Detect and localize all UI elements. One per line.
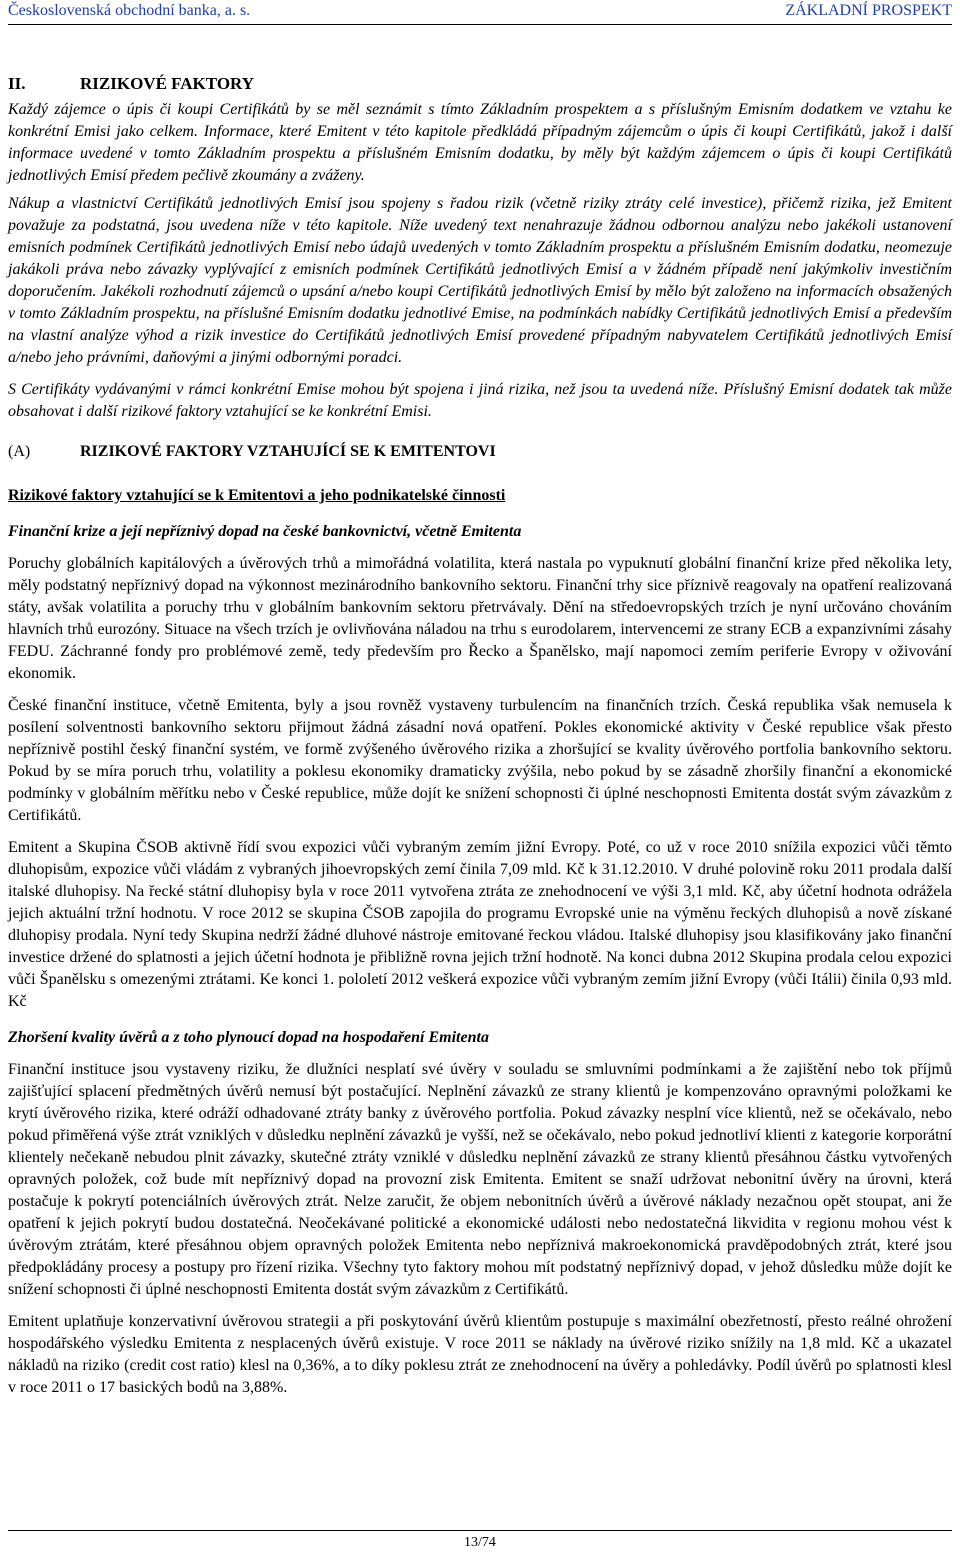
intro-paragraph-2: Nákup a vlastnictví Certifikátů jednotlivých Emisí jsou spojeny s řadou rizik (včetně riziky ztráty celé investice), přičemž rizika, jež Emitent považuje za podstatná, jsou uvedena níže v této kapitole. Níže uvedený text nenahrazuje žádnou odbornou analýzu nebo jakékoli ustanovení emisních podmínek Certifikátů jednotlivých Emisí nebo údajů uvedených v tomto Základním prospektu a příslušném Emisním dodatku, neomezuje jakákoli práva nebo závazky vyplývající z emisních podmínek Certifikátů jednotlivých Emisí a v žádném případě není jakýmkoliv investičním doporučením. Jakékoli rozhodnutí zájemců o upsání a/nebo koupi Certifikátů jednotlivých Emisí by mělo být založeno na informacích obsažených v tomto Základním prospektu, na příslušné Emisním dodatku jednotlivé Emise, na podmínkách nabídky Certifikátů jednotlivých Emisí a především na vlastní analýze výhod a rizik investice do Certifikátů jednotlivých Emisí provedené případným nabyvatelem Certifikátů jednotlivých Emisí a/nebo jeho právními, daňovými a jinými odbornými poradci. (8, 195, 952, 366)
section-heading (8, 73, 952, 95)
page-header (8, 0, 952, 25)
subsection-heading (8, 441, 952, 463)
intro-paragraph-1: Každý zájemce o úpis či koupi Certifikátů by se měl seznámit s tímto Základním prospektem a s příslušným Emisním dodatkem ve vztahu ke konkrétní Emisi jako celkem. Informace, které Emitent v této kapitole předkládá případným zájemcům o úpis či koupi Certifikátů, jakož i další informace uvedené v tomto Základním prospektu a příslušném Emisním dodatku, by měly být každým zájemcem o úpis či koupi Certifikátů jednotlivých Emisí předem pečlivě zkoumány a zváženy. (8, 101, 952, 184)
heading-financial-crisis: Finanční krize a její nepříznivý dopad na české bankovnictví, včetně Emitenta (8, 523, 522, 540)
paragraph-crisis-3: Emitent a Skupina ČSOB aktivně řídí svou expozici vůči vybraným zemím jižní Evropy. Poté, co už v roce 2010 snížila expozici vůči těmto dluhopisům, expozice vůči vládám z vybraných jihoevropských zemí činila 7,09 mld. Kč k 31.12.2010. V druhé polovině roku 2011 prodala další italské dluhopisy. Na řecké státní dluhopisy byla v roce 2011 vytvořena ztráta ze znehodnocení ve výši 3,1 mld. Kč, aby účetní hodnota odrážela jejich aktuální tržní hodnotu. V roce 2012 se skupina ČSOB zapojila do programu Evropské unie na výměnu řeckých dluhopisů a nově získané dluhopisy prodala. Nyní tedy Skupina nedrží žádné dluhové nástroje emitované řeckou vládou. Italské dluhopisy jsou klasifikovány jako finanční investice držené do splatnosti a jejich účetní hodnota je přibližně rovna jejich tržní hodnotě. Na konci dubna 2012 Skupina prodala celou expozici vůči Španělsku s omezenými ztrátami. Ke konci 1. pololetí 2012 veškerá expozice vůči vybraným zemím jižní Evropy (vůči Itálii) činila 0,93 mld. Kč (8, 839, 952, 1010)
underlined-heading: Rizikové faktory vztahující se k Emitentovi a jeho podnikatelské činnosti (8, 487, 506, 504)
intro-paragraph-3: S Certifikáty vydávanými v rámci konkrétní Emise mohou být spojena i jiná rizika, než jsou ta uvedená níže. Příslušný Emisní dodatek tak může obsahovat i další rizikové faktory vztahující se ke konkrétní Emisi. (8, 381, 952, 420)
page-content (8, 73, 952, 1399)
page-footer (8, 1530, 952, 1551)
paragraph-crisis-1: Poruchy globálních kapitálových a úvěrových trhů a mimořádná volatilita, která nastala po vypuknutí globální finanční krize před několika lety, měly podstatný nepříznivý dopad na výkonnost mezinárodního bankovního sektoru. Finanční trhy sice příznivě reagovaly na opatření realizovaná státy, avšak volatilita a poruchy trhu v globálním bankovním sektoru přetrvávaly. Dění na středoevropských trzích je nyní určováno chováním hlavních trhů eurozóny. Situace na všech trzích je ovlivňována náladou na trhu s eurodolarem, intervencemi ze strany ECB a expanzivními zásahy FEDU. Záchranné fondy pro problémové země, tedy především pro Řecko a Španělsko, mají napomoci zemím periferie Evropy v oživování ekonomik. (8, 555, 952, 682)
paragraph-credit-1: Finanční instituce jsou vystaveny riziku, že dlužníci nesplatí své úvěry v souladu se smluvními podmínkami a že zajištění nebo tok příjmů zajišťující splacení předmětných úvěrů nemusí být postačující. Neplnění závazků ze strany klientů je kompenzováno opravnými položkami ke krytí úvěrového rizika, které odráží odhadované ztráty banky z úvěrového portfolia. Pokud závazky nesplní více klientů, než se očekávalo, nebo pokud přiměřená výše ztrát vzniklých v důsledku neplnění závazků je vyšší, než se očekávalo, nebo pokud jednotliví klienti z kategorie korporátní klientely nečekaně nebudou plnit závazky, skutečné ztráty vzniklé v důsledku neplnění závazků ze strany klientů přesáhnou částku vytvořených opravných položek, což bude mít nepříznivý dopad na provozní zisk Emitenta. Emitent se snaží udržovat nebonitní úvěry na úrovni, která postačuje k pokrytí potenciálních úvěrových ztrát. Nelze zaručit, že objem nebonitních úvěrů a úvěrové náklady nezačnou opět stoupat, ani že opatření k jejich pokrytí budou dostatečná. Neočekávané politické a ekonomické události nebo nedostatečná likvidita v regionu mohou vést k úvěrovým ztrátám, které přesáhnou objem opravných položek Emitenta nebo nepříznivá makroekonomická pravděpodobných ztrát, které jsou předpokládány procesy a postupy pro řízení rizika. Všechny tyto faktory mohou mít podstatný nepříznivý dopad, v jehož důsledku může dojít ke snížení schopnosti či úplné neschopnosti Emitenta dostát svým závazkům z Certifikátů. (8, 1061, 952, 1298)
paragraph-credit-2: Emitent uplatňuje konzervativní úvěrovou strategii a při poskytování úvěrů klientům postupuje s maximální obezřetností, přesto reálné ohrožení hospodářského výsledku Emitenta z nesplacených úvěrů existuje. V roce 2011 se náklady na úvěrové riziko snížily na 1,8 mld. Kč a ukazatel nákladů na riziko (credit cost ratio) klesl na 0,36%, a to díky poklesu ztrát ze znehodnocení na úvěry a pohledávky. Podíl úvěrů po splatnosti klesl v roce 2011 o 17 basických bodů na 3,88%. (8, 1313, 952, 1396)
page-number: 13/74 (464, 1535, 496, 1550)
heading-credit-quality: Zhoršení kvality úvěrů a z toho plynoucí dopad na hospodaření Emitenta (8, 1029, 489, 1046)
paragraph-crisis-2: České finanční instituce, včetně Emitenta, byly a jsou rovněž vystaveny turbulencím na finančních trzích. Česká republika však nemusela k posílení solventnosti bankovního sektoru přijmout žádná zásadní nová opatření. Pokles ekonomické aktivity v České republice však přesto nepříznivě postihl český finanční systém, ve formě zvýšeného úvěrového rizika a zhoršující se kvality úvěrového portfolia bankovního sektoru. Pokud by se míra poruch trhu, volatility a poklesu ekonomiky dramaticky zvýšila, nebo pokud by se zásadně zhoršily finanční a ekonomické podmínky v globálním měřítku nebo v České republice, může dojít ke snížení schopnosti či úplné neschopnosti Emitenta dostát svým závazkům z Certifikátů. (8, 697, 952, 824)
header-document-title: ZÁKLADNÍ PROSPEKT (785, 2, 952, 19)
subsection-label: (A) (8, 443, 31, 460)
section-title: RIZIKOVÉ FAKTORY (80, 74, 254, 93)
subsection-title: RIZIKOVÉ FAKTORY VZTAHUJÍCÍ SE K EMITENTOVI (80, 443, 496, 460)
header-bank-name: Československá obchodní banka, a. s. (8, 2, 251, 19)
section-number: II. (8, 74, 26, 93)
